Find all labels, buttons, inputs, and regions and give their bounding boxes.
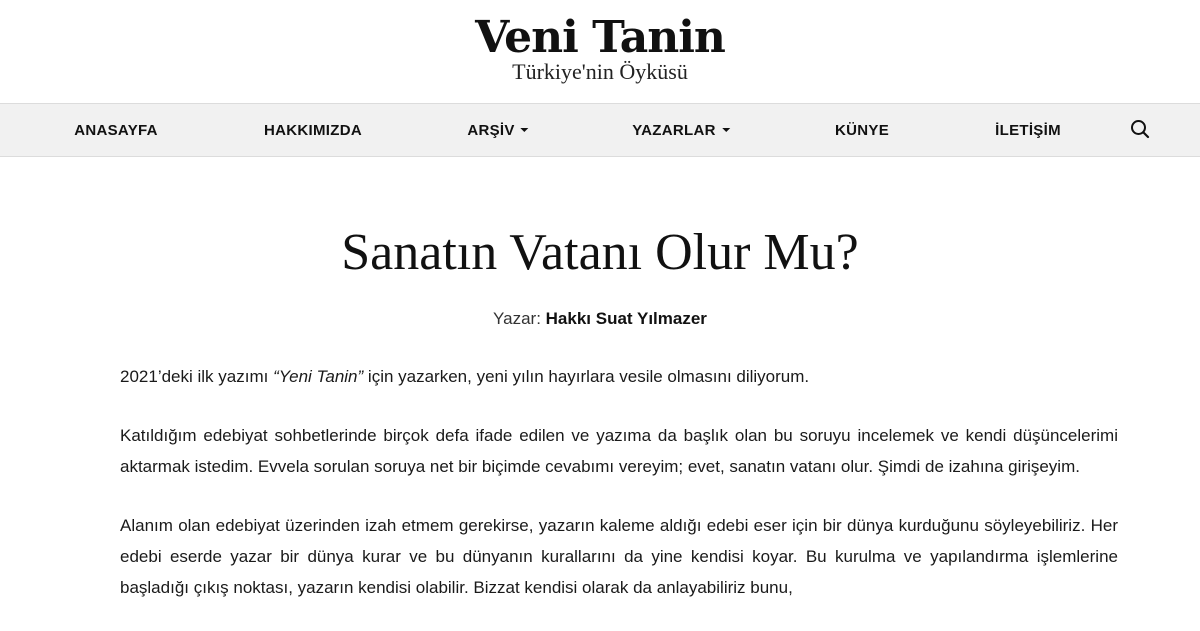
- nav-item-yazarlar[interactable]: [632, 104, 730, 156]
- nav-item-arsiv[interactable]: [467, 104, 528, 156]
- nav-item-iletisim[interactable]: [995, 104, 1061, 156]
- article-paragraph: Alanım olan edebiyat üzerinden izah etmem gerekirse, yazarın kaleme aldığı edebi eser için bir dünya kurduğunu söyleyebiliriz. Her edebi eserde yazar bir dünya kurar ve bu dünyanın kurallarını da yine kendisi koyar. Bu kurulma ve yapılandırma işlemlerine başladığı çıkış noktası, yazarın kendisi olabilir. Bizzat kendisi olarak da anlayabiliriz bunu,: [120, 516, 1118, 597]
- byline-prefix: Yazar:: [493, 309, 541, 328]
- paragraph-text: için yazarken, yeni yılın hayırlara vesile olmasını diliyorum.: [363, 367, 810, 386]
- nav-item-kunye[interactable]: [835, 104, 889, 156]
- site-logo[interactable]: Veni Tanin: [475, 12, 725, 63]
- nav-item-label: HAKKIMIZDA: [264, 122, 362, 139]
- paragraph-text: 2021’deki ilk yazımı: [120, 367, 274, 386]
- nav-item-label: KÜNYE: [834, 122, 890, 139]
- search-icon[interactable]: [1129, 118, 1151, 140]
- article-byline: [0, 307, 1200, 331]
- article-paragraph: Katıldığım edebiyat sohbetlerinde birçok defa ifade edilen ve yazıma da başlık olan bu soruyu incelemek ve kendi düşüncelerimi aktarmak istedim. Evvela sorulan soruya net bir biçimde cevabımı vereyim; evet, sanatın vatanı olur. Şimdi de izahına girişeyim.: [120, 426, 1118, 476]
- nav-item-label: ANASAYFA: [74, 122, 158, 139]
- main-nav: [0, 103, 1200, 157]
- site-tagline: Türkiye'nin Öyküsü: [512, 59, 688, 84]
- article-paragraph: [120, 361, 1118, 392]
- caret-down-icon: [722, 128, 730, 132]
- nav-item-label: ARŞİV: [467, 122, 515, 139]
- article-body: [120, 361, 1118, 631]
- nav-item-label: YAZARLAR: [632, 122, 716, 139]
- nav-item-label: İLETİŞİM: [995, 122, 1061, 139]
- article-title: Sanatın Vatanı Olur Mu?: [341, 224, 859, 281]
- nav-item-hakkimizda[interactable]: [264, 104, 362, 156]
- nav-item-anasayfa[interactable]: [74, 104, 158, 156]
- emphasized-text: “Yeni Tanin”: [273, 367, 364, 386]
- author-name[interactable]: Hakkı Suat Yılmazer: [545, 309, 707, 328]
- caret-down-icon: [521, 128, 529, 132]
- masthead: [0, 0, 1200, 103]
